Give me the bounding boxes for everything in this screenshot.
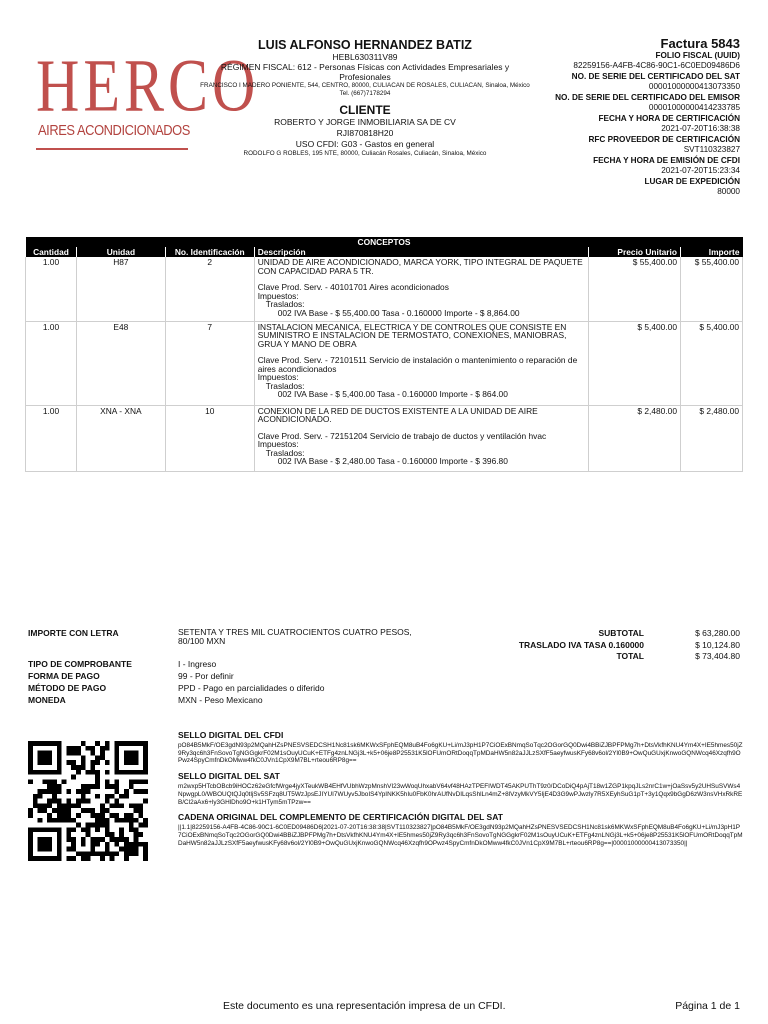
col-importe: Importe <box>680 247 742 257</box>
table-row <box>26 405 743 471</box>
lugar-expedicion-value: 80000 <box>717 187 740 196</box>
factura-title: Factura 5843 <box>660 36 740 51</box>
forma-pago-label: FORMA DE PAGO <box>28 671 100 681</box>
cliente-uso-cfdi: USO CFDI: G03 - Gastos en general <box>295 139 435 149</box>
col-cantidad: Cantidad <box>26 247 77 257</box>
sellos-section <box>178 730 743 853</box>
moneda-label: MONEDA <box>28 695 66 705</box>
precio-cell: $ 2,480.00 <box>589 405 681 471</box>
fecha-cert-value: 2021-07-20T16:38:38 <box>661 124 740 133</box>
descripcion-cell <box>254 405 588 471</box>
herco-logo <box>36 44 260 152</box>
factura-info <box>510 36 740 198</box>
subtotal-value: $ 63,280.00 <box>695 628 740 638</box>
subtotal-label: SUBTOTAL <box>598 628 644 638</box>
rfc-proveedor-label: RFC PROVEEDOR DE CERTIFICACIÓN <box>588 135 740 144</box>
total-value: $ 73,404.80 <box>695 651 740 661</box>
fecha-emision-label: FECHA Y HORA DE EMISIÓN DE CFDI <box>593 156 740 165</box>
rfc-proveedor-value: SVT110323827 <box>683 145 740 154</box>
descripcion-text: INSTALACION MECANICA, ELECTRICA Y DE CONTROLES QUE CONSISTE EN SUMINISTRO E INSTALACION DE TERMOSTATO, CONEXIONES, MANIOBRAS, GRUA Y MANO DE OBRA <box>257 321 567 349</box>
traslado-iva-label: TRASLADO IVA TASA 0.160000 <box>518 640 644 650</box>
unidad-cell: XNA - XNA <box>76 405 165 471</box>
logo-tagline: AIRES ACONDICIONADOS <box>38 122 190 139</box>
identificacion-cell: 2 <box>165 257 254 321</box>
precio-cell: $ 5,400.00 <box>589 321 681 405</box>
tipo-comprobante-label: TIPO DE COMPROBANTE <box>28 659 132 669</box>
descripcion-cell <box>254 321 588 405</box>
emisor-regimen: RÉGIMEN FISCAL: 612 - Personas Físicas con Actividades Empresariales y Profesionales <box>220 62 510 82</box>
fecha-emision-value: 2021-07-20T15:23:34 <box>661 166 740 175</box>
page-number: Página 1 de 1 <box>675 1000 740 1012</box>
emisor-rfc: HEBL630311V89 <box>332 52 398 62</box>
iva-line: 002 IVA Base - $ 55,400.00 Tasa - 0.160000 Importe - $ 8,864.00 <box>277 307 520 318</box>
emisor-block <box>200 38 530 158</box>
importe-cell: $ 55,400.00 <box>680 257 742 321</box>
iva-line: 002 IVA Base - $ 5,400.00 Tasa - 0.160000 Importe - $ 864.00 <box>277 389 508 399</box>
traslados-label: Traslados: <box>265 299 305 309</box>
emisor-nombre: LUIS ALFONSO HERNANDEZ BATIZ <box>258 38 472 52</box>
metodo-pago-value: PPD - Pago en parcialidades o diferido <box>178 683 325 693</box>
clave-prod-serv: Clave Prod. Serv. - 72101511 Servicio de instalación o mantenimiento o reparación de aires acondicionados <box>257 355 578 374</box>
traslados-label: Traslados: <box>265 447 305 458</box>
traslado-iva-value: $ 10,124.80 <box>695 640 740 650</box>
col-identificacion: No. Identificación <box>165 247 254 257</box>
table-row <box>26 257 743 321</box>
impuestos-label: Impuestos: <box>257 290 299 301</box>
emisor-direccion: FRANCISCO I MADERO PONIENTE, 544, CENTRO, 80000, CULIACAN DE ROSALES, CULIACAN, Sinaloa, México <box>200 82 530 89</box>
col-precio: Precio Unitario <box>589 247 681 257</box>
fecha-cert-label: FECHA Y HORA DE CERTIFICACIÓN <box>598 114 740 123</box>
descripcion-cell <box>254 257 588 321</box>
sello-cfdi-text: pO84B5MkF/OE3gdN93p2MQahHZsPNESVSEDCSH1Nc81sk6MKWxSFphEQM8uB4Fo6gKU+Li/mJ3pH1P7CiOExBNmqSoTqc2OGorGQ0Dwi4BBiZJBPFPMg7h+DtsVkfhKNU4Ym4X+IE5hmes50jZ9Ry3qc6h3FnSovoTgNGGgkrF02M1sOuyUCuK+ETFg4znLNGj3L+k5+06je8P25531K5lOFUmORtDoqqTpMDaHW5n82aJJLzSXfF5aeyfwusKFy68v6ol/2Yl0B9+OwQuGUxjKnwoGQNWcq46Xzqfh9OPwz4SpyCmfnDkOMww4fkC0JVn1CpX9M7BL+rteou6RP8g== <box>178 742 743 765</box>
logo-brand: HERCO <box>36 44 260 127</box>
impuestos-label: Impuestos: <box>257 439 299 449</box>
total-label: TOTAL <box>616 651 644 661</box>
sello-sat-title: SELLO DIGITAL DEL SAT <box>178 771 280 782</box>
cadena-original-text: ||1.1|82259156-A4FB-4C86-90C1-6C0ED09486D6|2021-07-20T16:38:38|SVT110323827|pO84B5MkF/OE3gdN93p2MQahHZsPNESVSEDCSH1Nc81sk6MKWxSFphEQM8uB4Fo6gKU+Li/mJ3pH1P7CiOExBNmqSoTqc2OGorGQ0Dwi4BBiZJBPFPMg7h+DtsVkfhKNU4Ym4X+IE5hmes50jZ9Ry3qc6h3FnSovoTgNGGgkrF02M1sOuyUCuK+ETFg4znLNGj3L+k5+06je8P25531K5lOFUmORtDoqqTpMDaHW5n82aJJLzSXfF5aeyfwusKFy68v6ol/2Yl0B9+OwQuGUxjKnwoGQNWcq46Xzqfh9OPwz4SpyCmfnDkOMww4fkC0JVn1CpX9M7BL+rteou6RP8g==|00001000000413073350|| <box>178 824 743 847</box>
cliente-direccion: RODOLFO G ROBLES, 195 NTE, 80000, Culiacán Rosales, Culiacán, Sinaloa, México <box>243 150 487 157</box>
cliente-title: CLIENTE <box>339 103 391 117</box>
moneda-value: MXN - Peso Mexicano <box>178 695 263 705</box>
tipo-comprobante-value: I - Ingreso <box>178 659 217 669</box>
importe-cell: $ 2,480.00 <box>680 405 742 471</box>
folio-value: 82259156-A4FB-4C86-90C1-6C0ED09486D6 <box>573 61 740 70</box>
conceptos-title: CONCEPTOS <box>26 237 743 247</box>
sello-cfdi-title: SELLO DIGITAL DEL CFDI <box>178 730 284 740</box>
cantidad-cell: 1.00 <box>26 257 77 321</box>
table-row <box>26 321 743 405</box>
clave-prod-serv: Clave Prod. Serv. - 72151204 Servicio de trabajo de ductos y ventilación hvac <box>257 430 547 441</box>
cadena-original-title: CADENA ORIGINAL DEL COMPLEMENTO DE CERTIFICACIÓN DIGITAL DEL SAT <box>178 812 503 823</box>
importe-letra-label: IMPORTE CON LETRA <box>28 628 119 638</box>
identificacion-cell: 10 <box>165 405 254 471</box>
logo-underline <box>36 148 188 150</box>
precio-cell: $ 55,400.00 <box>589 257 681 321</box>
forma-pago-value: 99 - Por definir <box>178 671 234 681</box>
identificacion-cell: 7 <box>165 321 254 405</box>
cliente-rfc: RJI870818H20 <box>336 128 394 138</box>
metodo-pago-label: MÉTODO DE PAGO <box>28 683 107 693</box>
cert-sat-label: NO. DE SERIE DEL CERTIFICADO DEL SAT <box>571 72 740 81</box>
cert-emisor-label: NO. DE SERIE DEL CERTIFICADO DEL EMISOR <box>555 93 740 102</box>
descripcion-text: CONEXION DE LA RED DE DUCTOS EXISTENTE A LA UNIDAD DE AIRE ACONDICIONADO. <box>257 405 538 424</box>
cert-emisor-value: 00001000000414233785 <box>648 103 740 112</box>
descripcion-text: UNIDAD DE AIRE ACONDICIONADO, MARCA YORK, TIPO INTEGRAL DE PAQUETE CON CAPACIDAD PARA 5 TR. <box>257 257 583 276</box>
traslados-label: Traslados: <box>265 380 305 391</box>
sello-sat-text: m2wxp5HTcbOBcb9iHOCz62eGfcfWrge4jyXTeukWB4EHfVUbhWzpMnshVI23wWoqUhxabV64vf48HAzTPEFIWDT45AKPUThT9z0/DCoDiQ4pAjT18w1ZGP1kpqJLs2nrC1w+jOaSsv5y2UHSuSVWs4NpwgpL0/WBOUQtQJq0tljSv5SFzq8UT5WzJpsEJIYUI7WUyv5JboIS4YpINKK5hIu0FbK0hrAUfNvDILqsShlLn4mZ+8lVzyMkVY5IjE4D3G9wPJwzly7R5XEyhSuG1pT+3y1Qqx9bGgD6zW3nsVHxRkREB/Cl2aAx6+ly3GHlDho9O+k1HTym5mTPzw== <box>178 783 743 806</box>
unidad-cell: E48 <box>76 321 165 405</box>
importe-cell: $ 5,400.00 <box>680 321 742 405</box>
iva-line: 002 IVA Base - $ 2,480.00 Tasa - 0.160000 Importe - $ 396.80 <box>277 456 508 466</box>
clave-prod-serv: Clave Prod. Serv. - 40101701 Aires acondicionados <box>257 282 449 292</box>
impuestos-label: Impuestos: <box>257 372 299 382</box>
qr-code-image <box>28 740 148 862</box>
lugar-expedicion-label: LUGAR DE EXPEDICIÓN <box>644 177 740 186</box>
emisor-telefono: Tel. (667)7178294 <box>339 90 391 97</box>
footer-note: Este documento es una representación impresa de un CFDI. <box>223 1000 506 1012</box>
col-descripcion: Descripción <box>254 247 588 257</box>
col-unidad: Unidad <box>76 247 165 257</box>
cliente-nombre: ROBERTO Y JORGE INMOBILIARIA SA DE CV <box>274 117 456 127</box>
importe-letra-value: SETENTA Y TRES MIL CUATROCIENTOS CUATRO PESOS, 80/100 MXN <box>178 627 412 646</box>
conceptos-table <box>25 237 743 472</box>
unidad-cell: H87 <box>76 257 165 321</box>
cantidad-cell: 1.00 <box>26 321 77 405</box>
folio-label: FOLIO FISCAL (UUID) <box>655 51 740 60</box>
cantidad-cell: 1.00 <box>26 405 77 471</box>
cert-sat-value: 00001000000413073350 <box>648 82 740 91</box>
